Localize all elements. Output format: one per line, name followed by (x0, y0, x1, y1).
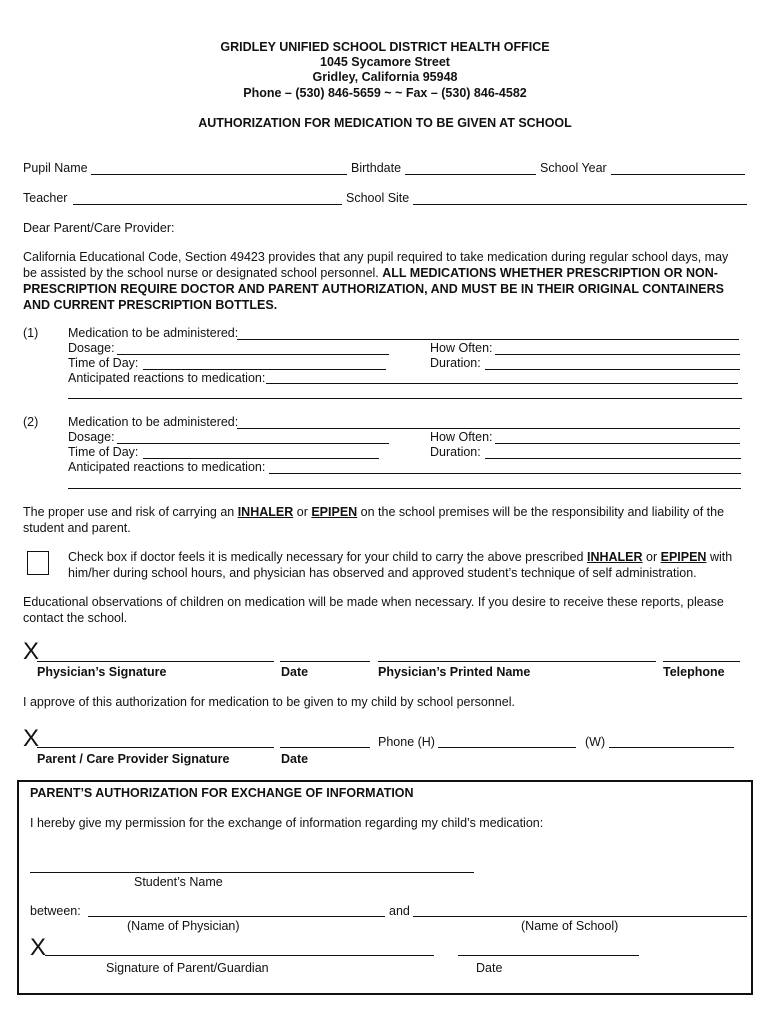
student-name-field[interactable] (30, 872, 474, 873)
physician-date-field[interactable] (280, 661, 370, 662)
school-year-label: School Year (540, 161, 607, 175)
med2-medication-label: Medication to be administered: (68, 415, 239, 429)
phone-work-field[interactable] (609, 747, 734, 748)
self-carry-checkbox[interactable] (27, 551, 49, 575)
district-city: Gridley, California 95948 (312, 70, 458, 84)
inhaler-paragraph (23, 504, 745, 536)
form-title: AUTHORIZATION FOR MEDICATION TO BE GIVEN AT SCHOOL (198, 116, 572, 130)
school-name-field[interactable] (413, 916, 747, 917)
med1-dosage-label: Dosage: (68, 341, 115, 355)
guardian-date-label: Date (476, 961, 503, 975)
med1-time-field[interactable] (143, 369, 386, 370)
school-site-label: School Site (346, 191, 410, 205)
med2-reactions-field[interactable] (269, 473, 741, 474)
med2-medication-field[interactable] (237, 428, 740, 429)
phone-home-field[interactable] (438, 747, 576, 748)
med1-number: (1) (23, 326, 39, 340)
teacher-label: Teacher (23, 191, 68, 205)
guardian-signature-label: Signature of Parent/Guardian (106, 961, 269, 975)
student-name-label: Student’s Name (134, 875, 223, 889)
med1-reactions-field[interactable] (266, 383, 738, 384)
checkbox-text-2: with him/her during school hours, and physician has observed and approved student’s technique of self administration. (68, 550, 733, 580)
med1-reactions-field-2[interactable] (68, 398, 742, 399)
physician-printed-name-label: Physician’s Printed Name (378, 665, 531, 679)
physician-telephone-field[interactable] (663, 661, 740, 662)
med2-duration-label: Duration: (430, 445, 481, 459)
parent-date-label: Date (281, 752, 309, 766)
district-phone-fax: Phone – (530) 846-5659 ~ ~ Fax – (530) 846-4582 (243, 86, 527, 100)
med2-reactions-label: Anticipated reactions to medication: (68, 460, 266, 474)
school-site-field[interactable] (413, 204, 747, 205)
exchange-permission-text: I hereby give my permission for the exchange of information regarding my child’s medication: (30, 816, 544, 830)
med2-how-often-label: How Often: (430, 430, 493, 444)
med2-dosage-field[interactable] (117, 443, 389, 444)
parent-signature-label: Parent / Care Provider Signature (37, 752, 230, 766)
med1-reactions-label: Anticipated reactions to medication: (68, 371, 266, 385)
parent-date-field[interactable] (280, 747, 370, 748)
epipen-word: EPIPEN (311, 505, 358, 519)
approval-text: I approve of this authorization for medication to be given to my child by school personnel. (23, 695, 515, 709)
med2-reactions-field-2[interactable] (68, 488, 741, 489)
inhaler-word: INHALER (237, 505, 294, 519)
guardian-x-mark: X (30, 934, 47, 961)
district-name: GRIDLEY UNIFIED SCHOOL DISTRICT HEALTH OFFICE (220, 40, 550, 54)
med1-dosage-field[interactable] (117, 354, 389, 355)
med1-medication-field[interactable] (237, 339, 739, 340)
between-label: between: (30, 904, 81, 918)
intro-bold-text: ALL MEDICATIONS WHETHER PRESCRIPTION OR NON-PRESCRIPTION REQUIRE DOCTOR AND PARENT AUTHORIZATION, AND MUST BE IN THEIR ORIGINAL CONTAINERS AND CURRENT PRESCRIPTION BOTTLES. (23, 266, 724, 312)
pupil-name-label: Pupil Name (23, 161, 88, 175)
inhaler-or: or (293, 505, 312, 519)
inhaler-text-1: The proper use and risk of carrying an (23, 505, 238, 519)
parent-signature-field[interactable] (37, 747, 274, 748)
med1-how-often-field[interactable] (495, 354, 740, 355)
inhaler-text-2: on the school premises will be the responsibility and liability of the student and parent. (23, 505, 725, 535)
checkbox-or: or (642, 550, 661, 564)
phone-home-label: Phone (H) (378, 735, 435, 749)
physician-signature-label: Physician’s Signature (37, 665, 167, 679)
med1-medication-label: Medication to be administered: (68, 326, 239, 340)
physician-telephone-label: Telephone (663, 665, 725, 679)
exchange-title: PARENT’S AUTHORIZATION FOR EXCHANGE OF INFORMATION (30, 786, 414, 800)
observations-paragraph: Educational observations of children on medication will be made when necessary. If you desire to receive these reports, please contact the school. (23, 595, 724, 625)
pupil-name-field[interactable] (91, 174, 347, 175)
physician-x-mark: X (23, 638, 40, 665)
name-of-physician-label: (Name of Physician) (127, 919, 240, 933)
name-of-school-label: (Name of School) (521, 919, 619, 933)
teacher-field[interactable] (73, 204, 342, 205)
parent-x-mark: X (23, 725, 40, 752)
checkbox-text-1: Check box if doctor feels it is medically necessary for your child to carry the above prescribed (68, 550, 587, 564)
med2-duration-field[interactable] (485, 458, 741, 459)
med2-number: (2) (23, 415, 39, 429)
district-street: 1045 Sycamore Street (320, 55, 450, 69)
intro-text: California Educational Code, Section 49423 provides that any pupil required to take medication during regular school days, may be assisted by the school nurse or designated school personnel. (23, 250, 729, 280)
med1-time-label: Time of Day: (68, 356, 139, 370)
guardian-date-field[interactable] (458, 955, 639, 956)
checkbox-paragraph (68, 549, 746, 581)
physician-printed-name-field[interactable] (378, 661, 656, 662)
birthdate-label: Birthdate (351, 161, 402, 175)
physician-signature-field[interactable] (37, 661, 274, 662)
med2-time-field[interactable] (143, 458, 379, 459)
med1-how-often-label: How Often: (430, 341, 493, 355)
checkbox-epipen-word: EPIPEN (660, 550, 707, 564)
phone-work-label: (W) (585, 735, 606, 749)
intro-paragraph (23, 249, 745, 313)
guardian-signature-field[interactable] (45, 955, 434, 956)
med2-time-label: Time of Day: (68, 445, 139, 459)
med1-duration-field[interactable] (485, 369, 740, 370)
physician-name-field[interactable] (88, 916, 385, 917)
salutation: Dear Parent/Care Provider: (23, 221, 175, 235)
birthdate-field[interactable] (405, 174, 536, 175)
med1-duration-label: Duration: (430, 356, 481, 370)
checkbox-inhaler-word: INHALER (586, 550, 643, 564)
med2-dosage-label: Dosage: (68, 430, 115, 444)
school-year-field[interactable] (611, 174, 745, 175)
and-label: and (389, 904, 410, 918)
med2-how-often-field[interactable] (495, 443, 740, 444)
physician-date-label: Date (281, 665, 309, 679)
